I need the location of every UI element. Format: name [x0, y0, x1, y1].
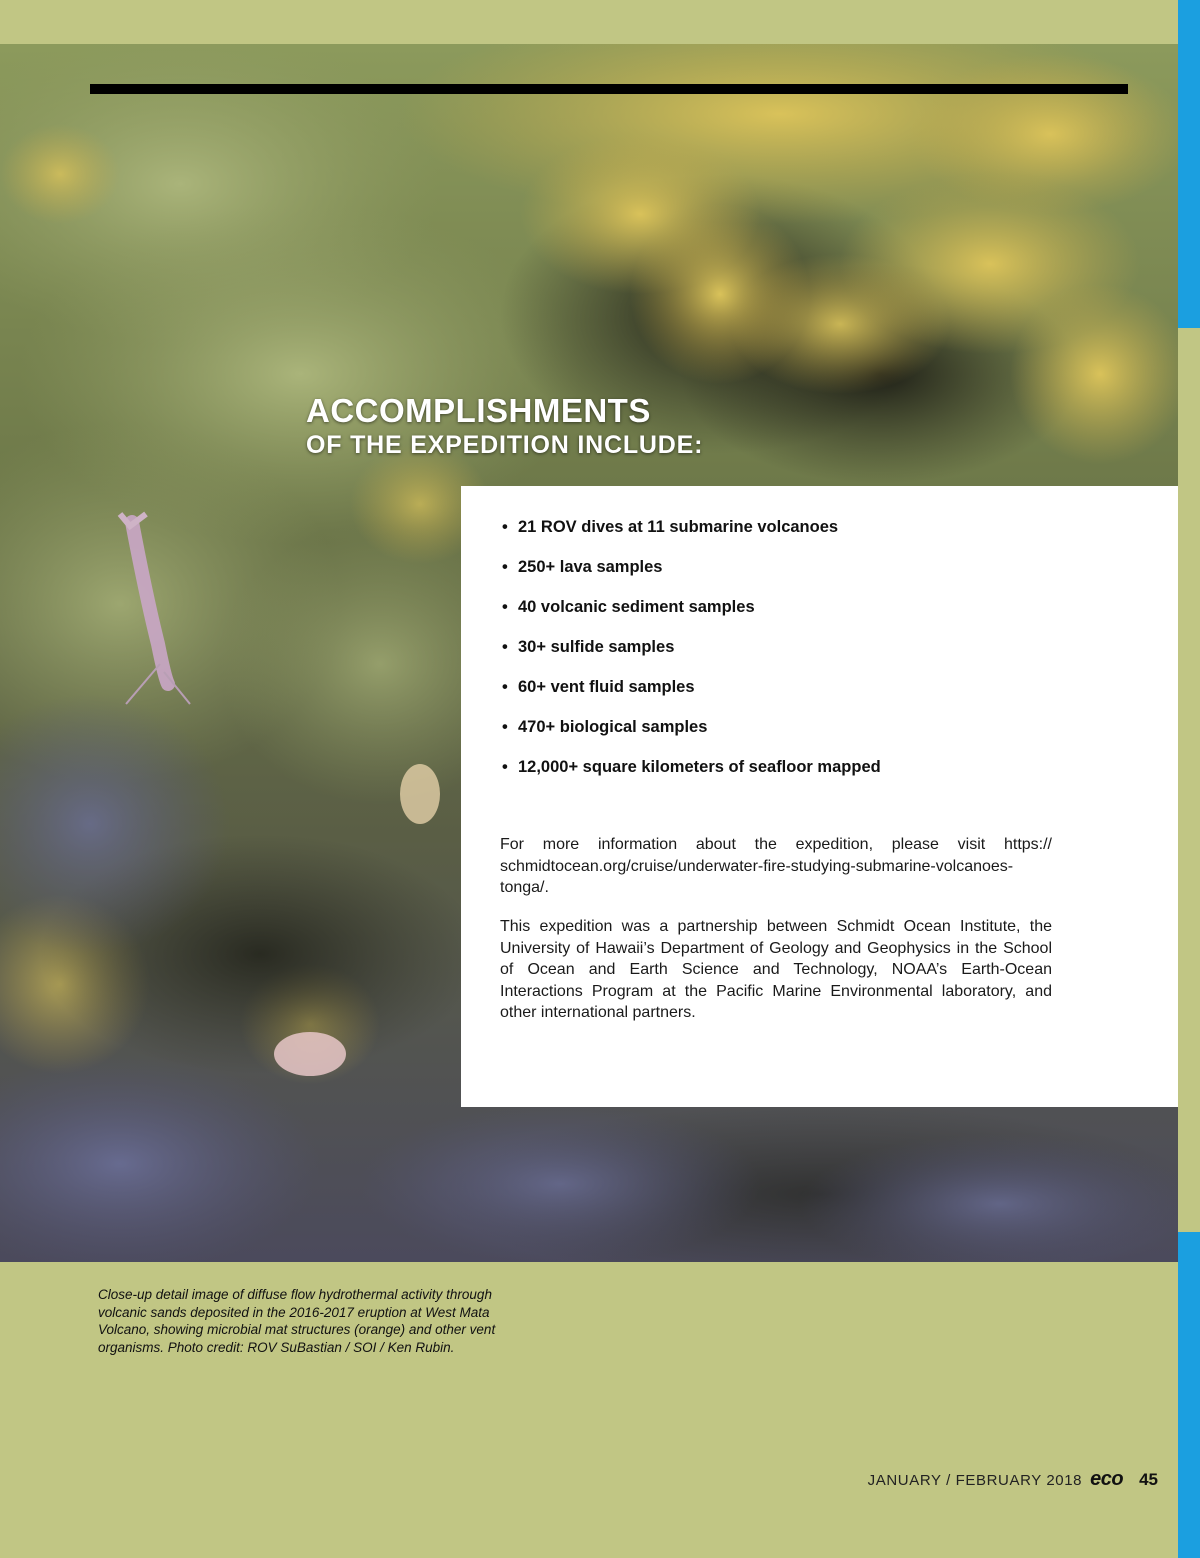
list-item: • 12,000+ square kilometers of seafloor mapped: [502, 758, 881, 776]
headline-line-1: ACCOMPLISHMENTS: [306, 392, 651, 429]
list-item-text: 470+ biological samples: [518, 718, 708, 736]
page-number: 45: [1139, 1470, 1158, 1489]
top-rule: [90, 84, 1128, 94]
magazine-logo: eco: [1090, 1468, 1124, 1490]
list-item: • 30+ sulfide samples: [502, 638, 675, 656]
headline-line-2: OF THE EXPEDITION INCLUDE:: [306, 431, 704, 459]
page-edge-tabs: [1178, 0, 1200, 1558]
accomplishments-list: [502, 516, 881, 796]
accomplishments-panel: [461, 486, 1178, 1107]
accent-tab-top: [1178, 0, 1200, 328]
list-item-text: 60+ vent fluid samples: [518, 678, 695, 696]
accent-tab-bottom: [1178, 1232, 1200, 1558]
section-headline: [306, 392, 703, 460]
list-item: • 470+ biological samples: [502, 718, 708, 736]
list-item: • 60+ vent fluid samples: [502, 678, 695, 696]
list-item-text: 30+ sulfide samples: [518, 638, 675, 656]
photo-caption: Close-up detail image of diffuse flow hydrothermal activity through volcanic sands deposited in the 2016-2017 eruption at West Mata Volcano, showing microbial mat structures (orange) and other vent organisms. Photo credit: ROV SuBastian / SOI / Ken Rubin.: [98, 1287, 496, 1355]
more-info-paragraph: For more information about the expedition, please visit https:// schmidtocean.org/cruise/underwater-fire-studying-submarine-volcanoes-tonga/.: [500, 836, 1052, 896]
list-item: • 40 volcanic sediment samples: [502, 598, 755, 616]
list-item-text: 250+ lava samples: [518, 558, 663, 576]
list-item: • 21 ROV dives at 11 submarine volcanoes: [502, 518, 839, 536]
list-item-text: 21 ROV dives at 11 submarine volcanoes: [518, 518, 839, 536]
page-footer: [868, 1468, 1158, 1491]
list-item-text: 40 volcanic sediment samples: [518, 598, 755, 616]
issue-date: JANUARY / FEBRUARY 2018: [867, 1472, 1083, 1489]
partnership-paragraph: This expedition was a partnership between Schmidt Ocean Institute, the University of Hawaii’s Department of Geology and Geophysics in the School of Ocean and Earth Science and Technology, NOAA’s Earth-Ocean Interactions Program at the Pacific Marine Environmental laboratory, and other international partners.: [500, 918, 1052, 1021]
list-item-text: 12,000+ square kilometers of seafloor mapped: [518, 758, 881, 776]
list-item: • 250+ lava samples: [502, 558, 663, 576]
